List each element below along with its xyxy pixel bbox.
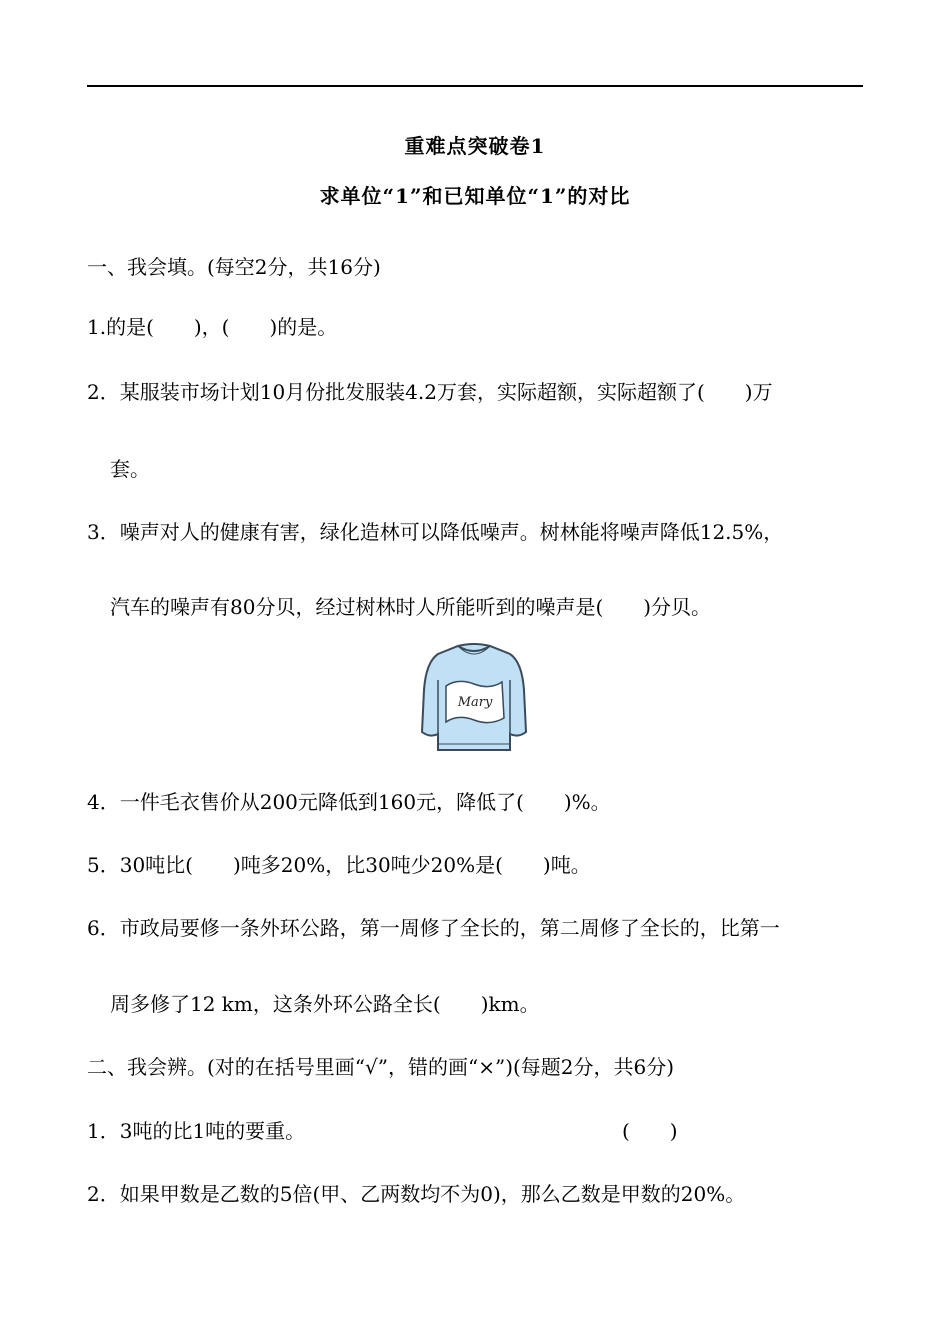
s2-question-1-answer-parens: ( ): [622, 1119, 678, 1143]
s1-question-3-line2: 汽车的噪声有80分贝，经过树林时人所能听到的噪声是( )分贝。: [110, 595, 712, 619]
section2-heading: 二、我会辨。(对的在括号里画“√”，错的画“×”)(每题2分，共6分): [87, 1055, 675, 1079]
s1-question-5: 5．30吨比( )吨多20%，比30吨少20%是( )吨。: [87, 853, 591, 877]
s2-question-2: 2．如果甲数是乙数的5倍(甲、乙两数均不为0)，那么乙数是甲数的20%。: [87, 1182, 746, 1206]
s1-question-6-line2: 周多修了12 km，这条外环公路全长( )km。: [110, 992, 540, 1016]
page-title: 重难点突破卷1: [404, 134, 546, 158]
s1-question-1: 1.的是( )，( )的是。: [87, 315, 338, 339]
s1-question-6-line1: 6．市政局要修一条外环公路，第一周修了全长的，第二周修了全长的，比第一: [87, 916, 780, 940]
section1-heading: 一、我会填。(每空2分，共16分): [87, 255, 381, 279]
s1-question-3-line1: 3．噪声对人的健康有害，绿化造林可以降低噪声。树林能将噪声降低12.5%，: [87, 520, 784, 544]
s1-question-2-line1: 2．某服装市场计划10月份批发服装4.2万套，实际超额，实际超额了( )万: [87, 380, 773, 404]
s1-question-4: 4．一件毛衣售价从200元降低到160元，降低了( )%。: [87, 790, 611, 814]
sweater-illustration: [418, 640, 530, 758]
top-rule: [87, 85, 863, 87]
page-subtitle: 求单位“1”和已知单位“1”的对比: [319, 184, 631, 208]
sweater-label: Mary: [457, 695, 493, 710]
s1-question-2-line2: 套。: [110, 457, 150, 481]
s2-question-1: 1．3吨的比1吨的要重。: [87, 1119, 306, 1143]
